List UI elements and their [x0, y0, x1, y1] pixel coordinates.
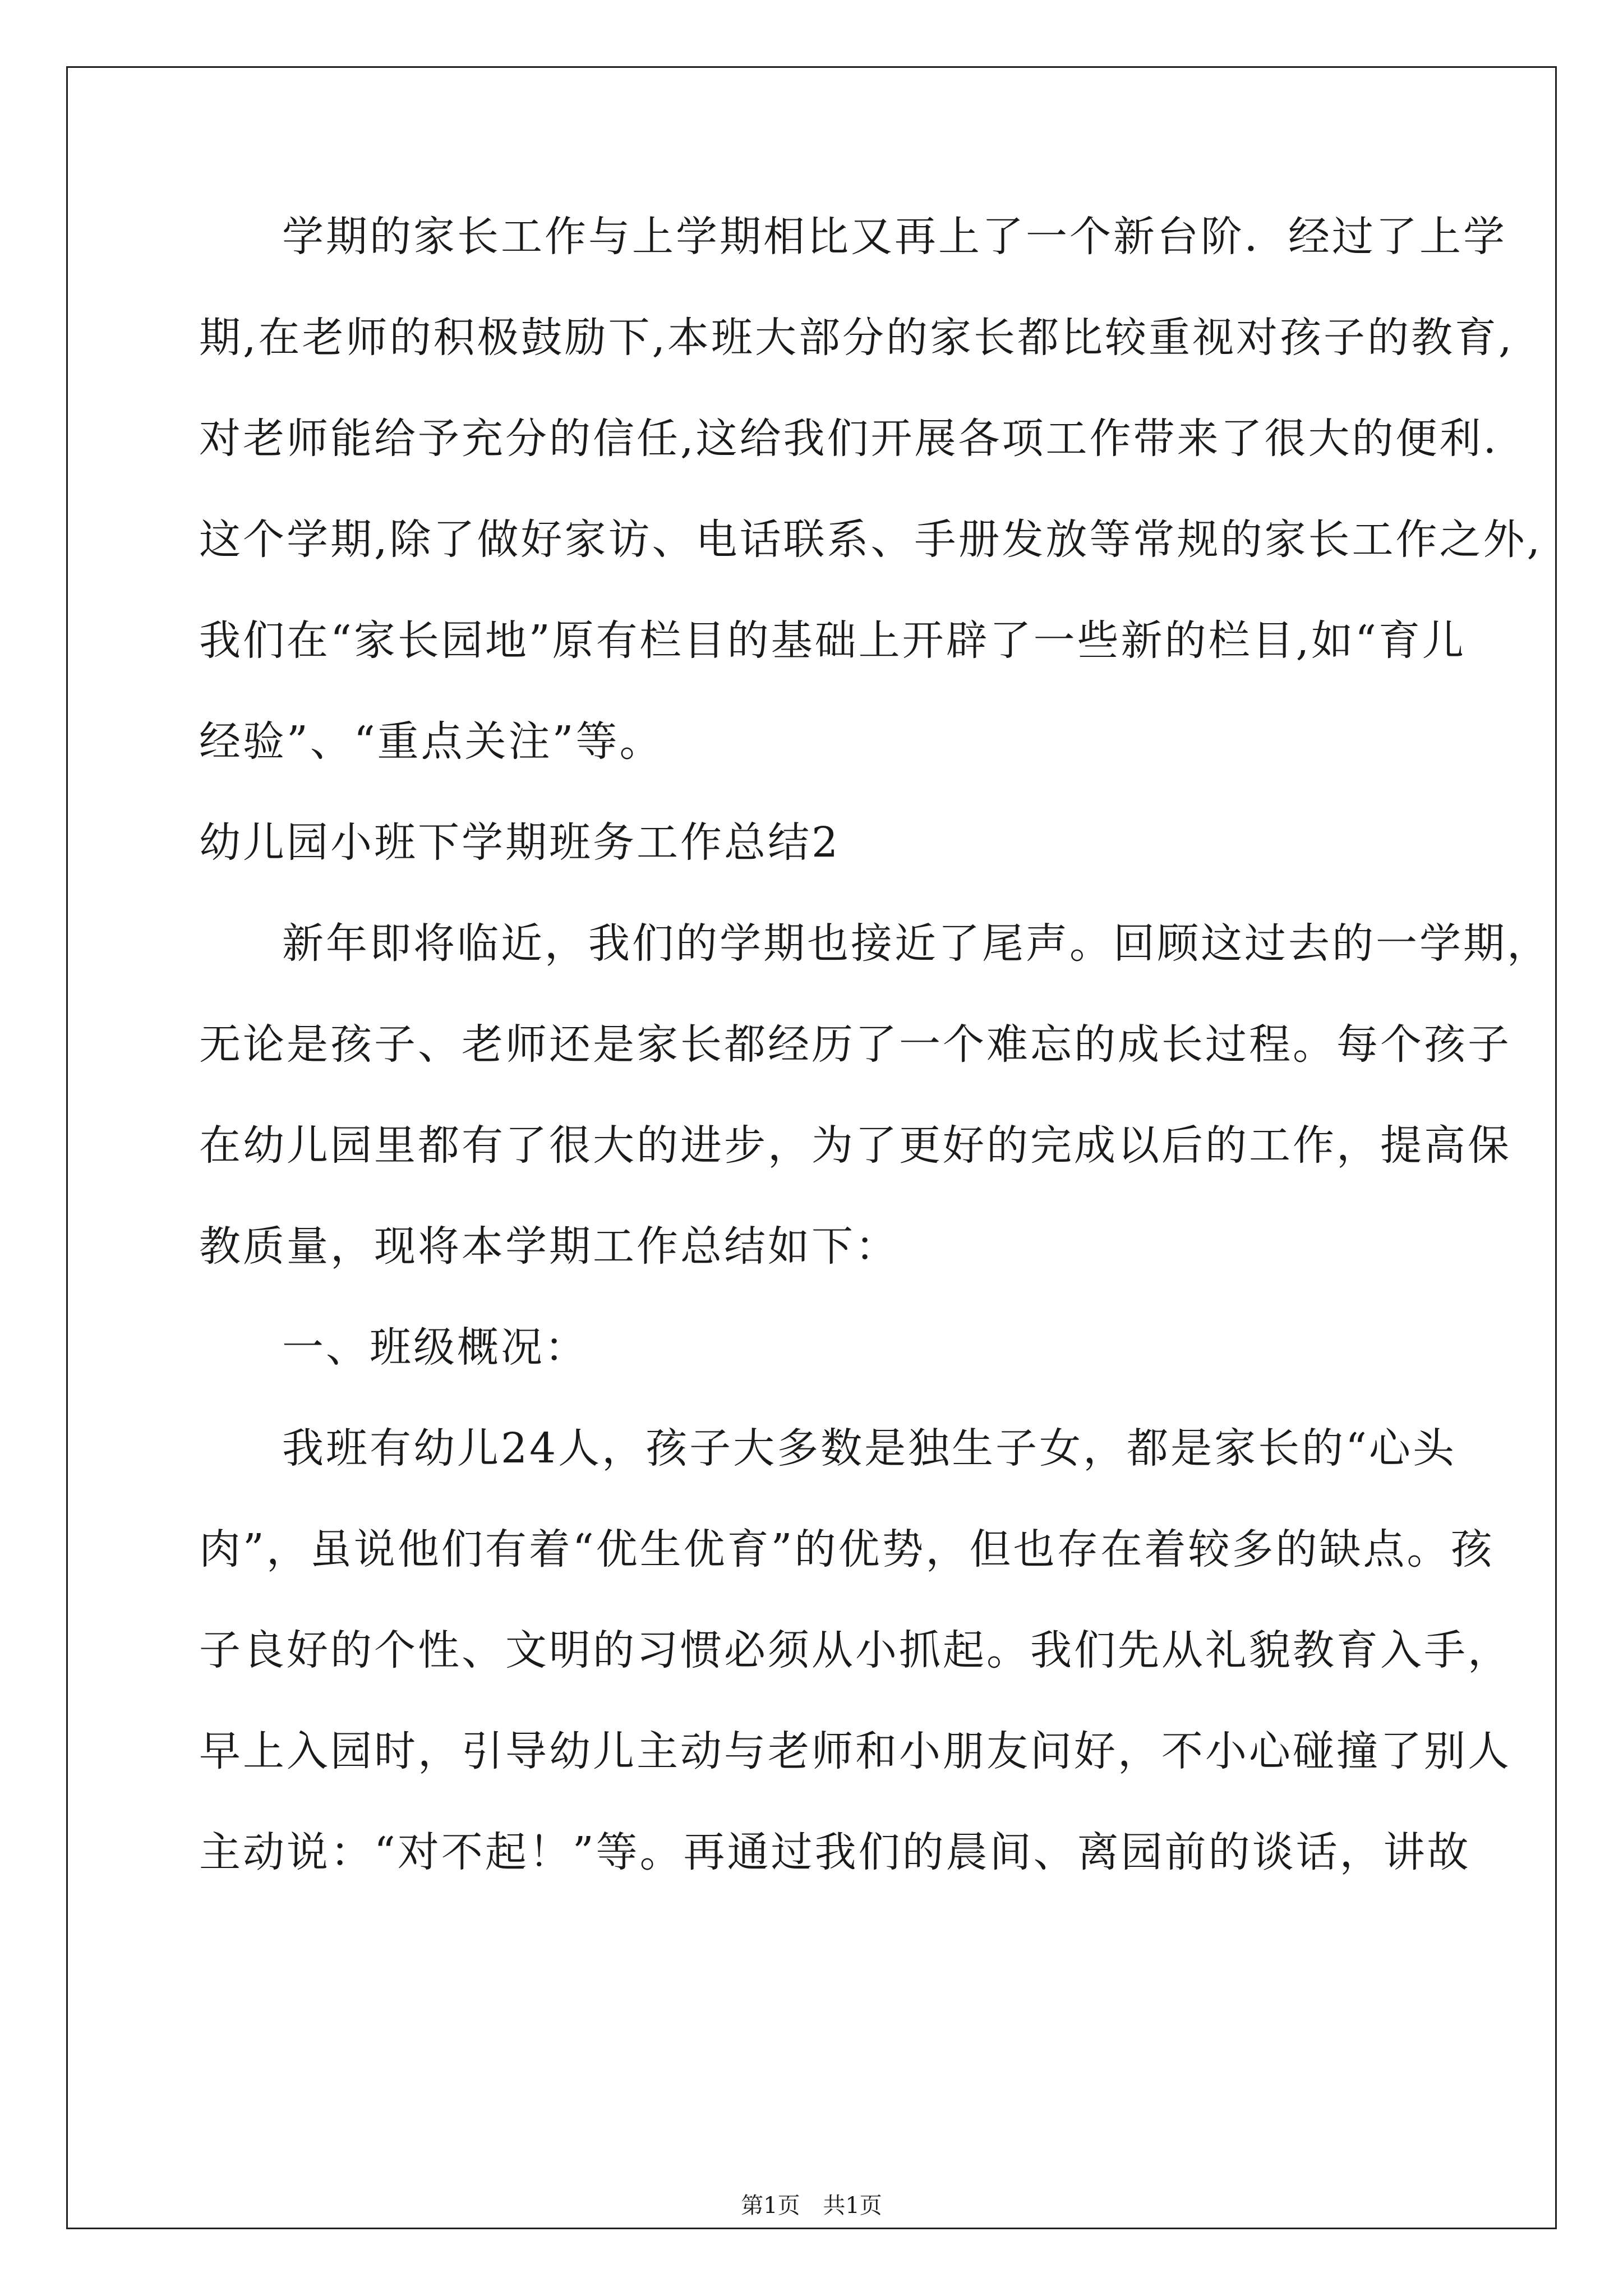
paragraph-line: 期,在老师的积极鼓励下,本班大部分的家长都比较重视对孩子的教育,: [199, 314, 1514, 362]
paragraph-line: 我们在“家长园地”原有栏目的基础上开辟了一些新的栏目,如“育儿: [199, 616, 1467, 665]
paragraph-line: 肉”，虽说他们有着“优生优育”的优势，但也存在着较多的缺点。孩: [199, 1525, 1495, 1573]
paragraph-line: 无论是孩子、老师还是家长都经历了一个难忘的成长过程。每个孩子: [199, 1020, 1511, 1069]
paragraph-line: 在幼儿园里都有了很大的进步，为了更好的完成以后的工作，提高保: [199, 1121, 1511, 1170]
page-total: 共1页: [823, 2193, 882, 2219]
paragraph-line: 教质量，现将本学期工作总结如下：: [199, 1222, 899, 1271]
paragraph-line: 这个学期,除了做好家访、电话联系、手册发放等常规的家长工作之外,: [199, 516, 1543, 564]
document-body: [199, 213, 1551, 1932]
paragraph-line: 我班有幼儿24人，孩子大多数是独生子女，都是家长的“心头: [282, 1424, 1456, 1473]
paragraph-line: 新年即将临近，我们的学期也接近了尾声。回顾这过去的一学期，: [282, 919, 1551, 968]
paragraph-line: 早上入园时，引导幼儿主动与老师和小朋友问好，不小心碰撞了别人: [199, 1727, 1511, 1775]
paragraph-line: 经验”、“重点关注”等。: [199, 717, 663, 766]
paragraph-line: 对老师能给予充分的信任,这给我们开展各项工作带来了很大的便利.: [199, 415, 1499, 463]
section-title: 幼儿园小班下学期班务工作总结2: [199, 818, 841, 867]
paragraph-line: 子良好的个性、文明的习惯必须从小抓起。我们先从礼貌教育入手，: [199, 1626, 1511, 1674]
paragraph-line: 学期的家长工作与上学期相比又再上了一个新台阶．经过了上学: [282, 213, 1507, 261]
page-number: 第1页: [741, 2193, 800, 2219]
paragraph-line: 主动说：“对不起！”等。再通过我们的晨间、离园前的谈话，讲故: [199, 1828, 1471, 1876]
section-heading: 一、班级概况：: [282, 1323, 588, 1372]
page-footer: [0, 2188, 1623, 2220]
